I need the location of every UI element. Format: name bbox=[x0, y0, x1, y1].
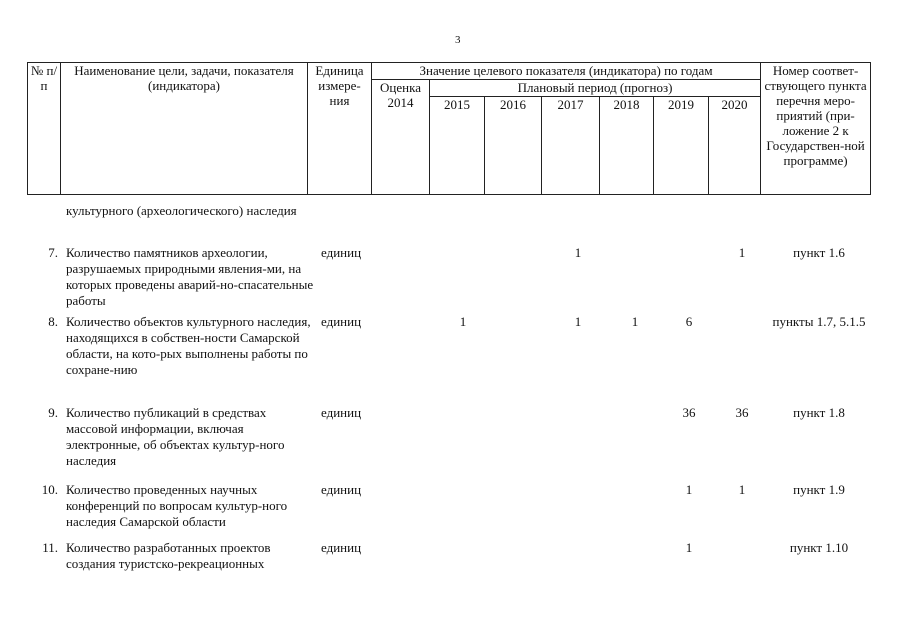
header-num: № п/п bbox=[28, 63, 61, 195]
row-value-2020: 1 bbox=[738, 245, 746, 260]
row-ref: пункт 1.9 bbox=[793, 482, 845, 497]
header-year: 2018 bbox=[600, 97, 654, 195]
row-value-2019: 6 bbox=[685, 314, 693, 329]
row-unit: единиц bbox=[321, 540, 362, 555]
row-name: Количество публикаций в средствах массовой информации, включая электронные, об объектах культур-ного наследия bbox=[66, 405, 285, 468]
row-value-2020: 1 bbox=[738, 482, 746, 497]
row-value-2015: 1 bbox=[459, 314, 467, 329]
row-number: 11. bbox=[42, 540, 58, 555]
row-value-2019: 1 bbox=[685, 540, 693, 555]
row-unit: единиц bbox=[321, 405, 362, 420]
row-unit: единиц bbox=[321, 245, 362, 260]
header-estimate: Оценка 2014 bbox=[372, 80, 430, 195]
header-year: 2019 bbox=[654, 97, 709, 195]
row-value-2018: 1 bbox=[631, 314, 639, 329]
row-unit: единиц bbox=[321, 314, 362, 329]
row-name: Количество проведенных научных конференций по вопросам культур-ного наследия Самарской области bbox=[66, 482, 288, 529]
row-value-2019: 1 bbox=[685, 482, 693, 497]
header-year: 2016 bbox=[485, 97, 542, 195]
row-ref: пункт 1.10 bbox=[789, 540, 849, 555]
header-year: 2015 bbox=[430, 97, 485, 195]
continuation-text: культурного (археологического) наследия bbox=[66, 203, 297, 218]
row-name: Количество разработанных проектов создания туристско-рекреационных bbox=[66, 540, 271, 571]
row-value-2020: 36 bbox=[735, 405, 749, 420]
indicator-table-header bbox=[27, 62, 871, 195]
row-ref: пункты 1.7, 5.1.5 bbox=[772, 314, 866, 329]
row-unit: единиц bbox=[321, 482, 362, 497]
header-name: Наименование цели, задачи, показателя (индикатора) bbox=[61, 63, 308, 195]
header-year: 2017 bbox=[542, 97, 600, 195]
row-number: 9. bbox=[48, 405, 58, 420]
page-number: 3 bbox=[455, 34, 461, 46]
row-value-2017: 1 bbox=[574, 245, 582, 260]
row-number: 7. bbox=[48, 245, 58, 260]
row-name: Количество объектов культурного наследия, находящихся в собствен-ности Самарской области, на кото-рых выполнены работы по сохране-нию bbox=[66, 314, 311, 377]
header-unit: Единица измере-ния bbox=[308, 63, 372, 195]
row-ref: пункт 1.6 bbox=[793, 245, 845, 260]
row-value-2017: 1 bbox=[574, 314, 582, 329]
row-number: 8. bbox=[48, 314, 58, 329]
header-year: 2020 bbox=[709, 97, 761, 195]
row-number: 10. bbox=[41, 482, 58, 497]
header-ref: Номер соответ-ствующего пункта перечня меро-приятий (при-ложение 2 к Государствен-ной программе) bbox=[761, 63, 871, 195]
row-ref: пункт 1.8 bbox=[793, 405, 845, 420]
header-values: Значение целевого показателя (индикатора) по годам bbox=[372, 63, 761, 80]
row-name: Количество памятников археологии, разрушаемых природными явления-ми, на которых проведены аварий-но-спасательные работы bbox=[66, 245, 314, 308]
header-plan: Плановый период (прогноз) bbox=[430, 80, 761, 97]
row-value-2019: 36 bbox=[682, 405, 696, 420]
